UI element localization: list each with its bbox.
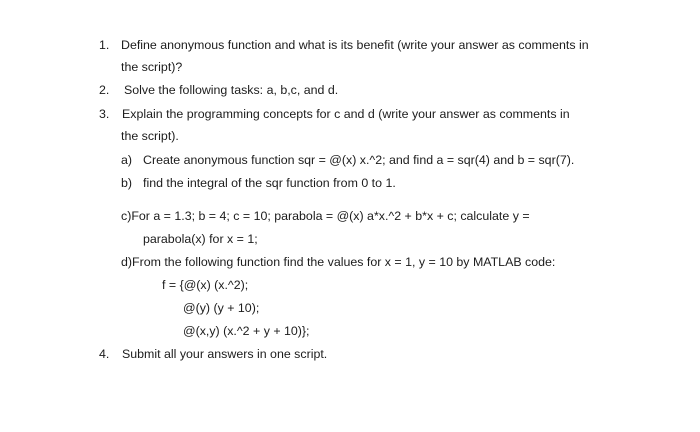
q3-number: 3. [99,107,110,121]
q1-text-line1: Define anonymous function and what is its benefit (write your answer as comments in [121,38,589,52]
task-b-label: b) [121,176,133,190]
q4-text: Submit all your answers in one script. [122,347,328,361]
q3-text-line2: the script). [121,129,179,143]
q1-number: 1. [99,38,110,52]
q4-number: 4. [99,347,110,361]
task-d-text: d)From the following function find the values for x = 1, y = 10 by MATLAB code: [121,255,556,269]
q2-number: 2. [99,83,110,97]
task-a-text: Create anonymous function sqr = @(x) x.^2; and find a = sqr(4) and b = sqr(7). [143,153,575,167]
task-b-text: find the integral of the sqr function from 0 to 1. [143,176,396,190]
q3-text-line1: Explain the programming concepts for c and d (write your answer as comments in [122,107,570,121]
task-d-code-line1: f = {@(x) (x.^2); [162,278,249,292]
task-c-text-line2: parabola(x) for x = 1; [143,232,258,246]
q2-text: Solve the following tasks: a, b,c, and d. [124,83,339,97]
task-a-label: a) [121,153,133,167]
task-d-code-line2: @(y) (y + 10); [183,301,260,315]
task-d-code-line3: @(x,y) (x.^2 + y + 10)}; [183,324,310,338]
q1-text-line2: the script)? [121,60,183,74]
task-c-text-line1: c)For a = 1.3; b = 4; c = 10; parabola = @(x) a*x.^2 + b*x + c; calculate y = [121,209,530,223]
